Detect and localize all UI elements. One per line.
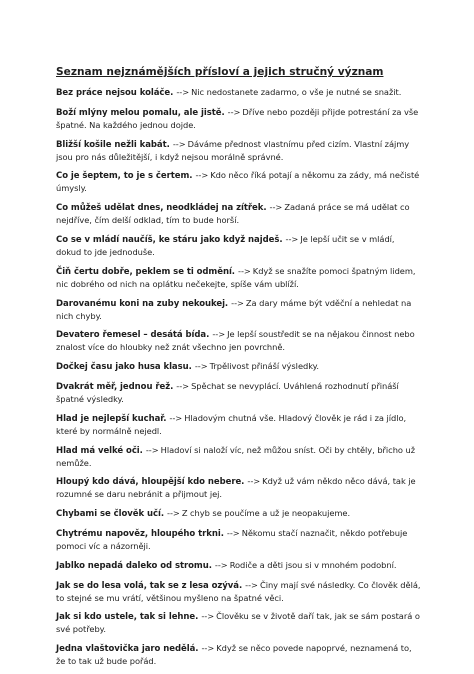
proverb-meaning: Za dary máme být vděční a nehledat na nich chyby.	[56, 297, 412, 321]
arrow-separator: -->	[201, 643, 215, 654]
arrow-separator: -->	[245, 579, 258, 590]
proverb-meaning: Kdo něco říká potají a někomu za zády, má nečisté úmysly.	[56, 170, 420, 194]
arrow-separator: -->	[169, 412, 183, 423]
arrow-separator: -->	[269, 202, 283, 213]
proverb-meaning: Když se snažíte pomoci špatným lidem, nic dobrého od nich na oplátku nečekejte, spíše vám ublíží.	[56, 265, 416, 289]
proverb-entry	[56, 138, 422, 163]
proverb-text: Jak se do lesa volá, tak se z lesa ozývá.	[56, 580, 243, 591]
arrow-separator: -->	[214, 559, 228, 570]
arrow-separator: -->	[212, 329, 226, 340]
arrow-separator: -->	[176, 87, 190, 97]
proverb-text: Jak si kdo ustele, tak si lehne.	[56, 612, 199, 623]
proverb-entry	[56, 86, 422, 99]
proverb-entry	[56, 328, 422, 353]
proverb-meaning: Je lepší učit se v mládí, dokud to jde jednoduše.	[56, 233, 395, 257]
proverb-entry	[56, 559, 422, 572]
proverb-entry	[56, 444, 422, 469]
proverb-entry	[56, 265, 422, 290]
proverb-text: Co je šeptem, to je s čertem.	[56, 171, 193, 182]
proverb-entry	[56, 527, 422, 552]
proverb-meaning: Dříve nebo později přijde potrestání za vše špatné. Na každého jednou dojde.	[56, 106, 419, 130]
proverb-entry	[56, 507, 422, 520]
proverb-entry	[56, 579, 422, 604]
proverb-text: Chytrému napověz, hloupého trkni.	[56, 528, 224, 539]
proverb-meaning: Hladoví si naloží víc, než můžou sníst. Oči by chtěly, břicho už nemůže.	[56, 444, 416, 468]
proverb-text: Hloupý kdo dává, hloupější kdo nebere.	[56, 477, 245, 488]
proverb-entry	[56, 201, 422, 226]
proverb-meaning: Hladovým chutná vše. Hladový člověk je rád i za jídlo, které by normálně nejedl.	[56, 412, 407, 436]
proverb-meaning: Rodiče a děti jsou si v mnohém podobní.	[229, 559, 397, 570]
arrow-separator: -->	[167, 508, 180, 519]
proverb-entry	[56, 642, 422, 667]
arrow-separator: -->	[247, 476, 261, 487]
proverb-text: Hlad má velké oči.	[56, 445, 143, 456]
arrow-separator: -->	[231, 297, 244, 308]
proverb-meaning: Když se něco povede napoprvé, neznamená to, že to tak už bude pořád.	[56, 643, 412, 667]
proverb-text: Devatero řemesel – desátá bída.	[56, 330, 210, 341]
proverb-text: Boží mlýny melou pomalu, ale jistě.	[56, 107, 225, 118]
proverb-entry	[56, 475, 422, 500]
arrow-separator: -->	[201, 611, 215, 622]
proverb-meaning: Zadaná práce se má udělat co nejdříve, čím delší odklad, tím to bude horší.	[56, 202, 410, 226]
proverb-text: Jablko nepadá daleko od stromu.	[56, 560, 212, 571]
proverb-entry	[56, 360, 422, 373]
proverb-meaning: Někomu stačí naznačit, někdo potřebuje pomoci víc a názorněji.	[56, 527, 408, 551]
proverb-text: Co můžeš udělat dnes, neodkládej na zítřek.	[56, 203, 267, 214]
proverb-entry	[56, 297, 422, 322]
arrow-separator: -->	[145, 444, 159, 455]
proverb-meaning: Spěchat se nevyplácí. Uváhlená rozhodnutí přináší špatné výsledky.	[56, 380, 399, 404]
arrow-separator: -->	[226, 527, 240, 538]
arrow-separator: -->	[285, 233, 299, 244]
arrow-separator: -->	[194, 361, 208, 372]
proverb-meaning: Nic nedostanete zadarmo, o vše je nutné se snažit.	[191, 87, 402, 97]
proverb-list	[56, 86, 422, 667]
arrow-separator: -->	[176, 380, 190, 391]
proverb-text: Co se v mládí naučíš, ke stáru jako když najdeš.	[56, 234, 283, 245]
proverb-entry	[56, 169, 422, 194]
arrow-separator: -->	[195, 170, 209, 181]
proverb-text: Bližší košile nežli kabát.	[56, 139, 170, 150]
arrow-separator: -->	[238, 265, 251, 276]
proverb-text: Čiň čertu dobře, peklem se ti odmění.	[56, 266, 235, 277]
arrow-separator: -->	[227, 106, 241, 117]
proverb-text: Darovanému koni na zuby nekoukej.	[56, 298, 229, 309]
proverb-meaning: Dáváme přednost vlastnímu před cizím. Vlastní zájmy jsou pro nás důležitější, i když nejsou morálně správné.	[56, 138, 410, 162]
proverb-text: Dvakrát měř, jednou řež.	[56, 381, 174, 392]
arrow-separator: -->	[172, 138, 186, 149]
proverb-entry	[56, 233, 422, 258]
proverb-text: Dočkej času jako husa klasu.	[56, 362, 192, 373]
proverb-text: Hlad je nejlepší kuchař.	[56, 413, 167, 424]
proverb-entry	[56, 412, 422, 437]
proverb-entry	[56, 380, 422, 405]
proverb-meaning: Člověku se v životě daří tak, jak se sám postará o své potřeby.	[56, 611, 420, 635]
proverb-meaning: Trpělivost přináší výsledky.	[209, 361, 319, 372]
proverb-text: Jedna vlaštovička jaro nedělá.	[56, 644, 199, 655]
document-page	[56, 66, 422, 674]
proverb-text: Bez práce nejsou koláče.	[56, 88, 174, 98]
proverb-meaning: Z chyb se poučíme a už je neopakujeme.	[181, 508, 351, 519]
proverb-meaning: Činy mají své následky. Co člověk dělá, to stejné se mu vrátí, většinou myšleno na špatné věci.	[56, 579, 421, 603]
proverb-text: Chybami se člověk učí.	[56, 509, 165, 520]
proverb-meaning: Je lepší soustředit se na nějakou činnost nebo znalost více do hloubky než znát všechno jen povrchně.	[56, 329, 415, 353]
proverb-entry	[56, 106, 422, 131]
document-title: Seznam nejznámějších přísloví a jejich stručný význam	[56, 66, 384, 78]
proverb-meaning: Když už vám někdo něco dává, tak je rozumné se daru nebránit a přijmout jej.	[56, 476, 416, 500]
